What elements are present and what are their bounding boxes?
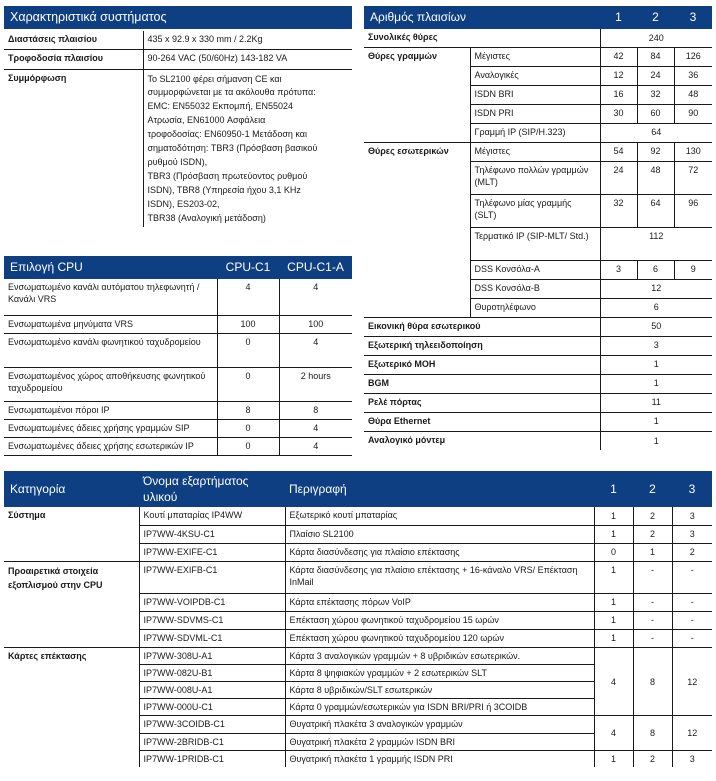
cpu-row-label: Ενσωματωμένοι πόροι IP — [4, 401, 217, 419]
total-ports-value: 240 — [600, 29, 712, 47]
hw-v2: 8 — [633, 647, 672, 716]
ext-sub: Τερματικό IP (SIP-MLT/ Std.) — [470, 227, 600, 260]
hw-name: IP7WW-VOIPDB-C1 — [139, 593, 285, 611]
cpu-row-v2: 4 — [279, 333, 352, 367]
cpu-table — [4, 256, 352, 456]
system-specs-header — [4, 6, 352, 29]
chassis-row-value: 1 — [600, 412, 712, 431]
spec-label: Συμμόρφωση — [8, 72, 67, 83]
hw-name: IP7WW-EXIFE-C1 — [139, 543, 285, 561]
cpu-row-v1: 4 — [217, 279, 279, 315]
trunk-v3: 126 — [674, 47, 712, 66]
ext-v2: 6 — [637, 260, 674, 279]
cpu-row-v1: 0 — [217, 437, 279, 455]
table-row — [364, 29, 712, 47]
trunk-v3: 90 — [674, 104, 712, 123]
ext-v3: 9 — [674, 260, 712, 279]
cpu-panel — [4, 256, 352, 456]
hw-category: Κάρτες επέκτασης — [8, 650, 87, 661]
trunk-v2: 60 — [637, 104, 674, 123]
table-row — [364, 336, 712, 355]
trunk-v2: 84 — [637, 47, 674, 66]
table-row — [4, 315, 352, 333]
chassis-row-value: 1 — [600, 374, 712, 393]
spec-line: ISDN), ES203-02, — [147, 198, 220, 209]
table-row — [364, 142, 712, 161]
hw-v2: 2 — [633, 750, 672, 767]
hw-v3: - — [672, 593, 712, 611]
trunk-all: 64 — [600, 123, 712, 142]
table-row — [4, 561, 712, 593]
spec-line: Το SL2100 φέρει σήμανση CE και — [147, 73, 282, 84]
spec-line: TBR3 (Πρόσβαση πρωτεύοντος ρυθμού — [147, 170, 308, 181]
hw-v3: 3 — [672, 507, 712, 525]
hw-v2: - — [633, 561, 672, 593]
ext-v3: 72 — [674, 161, 712, 194]
chassis-row-value: 3 — [600, 336, 712, 355]
cpu-col1-header: CPU-C1 — [217, 256, 279, 279]
trunk-v1: 12 — [600, 66, 637, 85]
chassis-row-label: Ρελέ πόρτας — [364, 393, 600, 412]
hw-name: IP7WW-1PRIDB-C1 — [139, 750, 285, 767]
system-specs-panel — [4, 6, 352, 227]
ext-v3: 96 — [674, 194, 712, 227]
ext-v2: 92 — [637, 142, 674, 161]
table-row — [4, 49, 352, 69]
cpu-row-v1: 100 — [217, 315, 279, 333]
hw-name: IP7WW-SDVMS-C1 — [139, 611, 285, 629]
ext-sub: Μέγιστες — [470, 142, 600, 161]
ext-v1: 3 — [600, 260, 637, 279]
hw-v3: 2 — [672, 543, 712, 561]
hw-name: IP7WW-EXIFB-C1 — [139, 561, 285, 593]
table-row — [4, 333, 352, 367]
ext-v2: 64 — [637, 194, 674, 227]
chassis-col-2: 2 — [637, 6, 674, 29]
hw-desc: Κάρτα επέκτασης πόρων VoIP — [285, 593, 594, 611]
cpu-row-label: Ενσωματωμένες άδειες χρήσης γραμμών SIP — [4, 419, 217, 437]
hw-name: IP7WW-008U-A1 — [139, 682, 285, 699]
chassis-row-label: Εξωτερική τηλεειδοποίηση — [364, 336, 600, 355]
hw-name: IP7WW-SDVML-C1 — [139, 629, 285, 647]
cpu-col2-header: CPU-C1-A — [279, 256, 352, 279]
trunk-sub: ISDN BRI — [470, 85, 600, 104]
ext-sub: DSS Κονσόλα-A — [470, 260, 600, 279]
hw-v3: 3 — [672, 750, 712, 767]
hw-desc: Θυγατρική πλακέτα 1 γραμμής ISDN PRI — [285, 750, 594, 767]
trunk-sub: Αναλογικές — [470, 66, 600, 85]
trunk-v2: 32 — [637, 85, 674, 104]
trunk-v3: 36 — [674, 66, 712, 85]
spec-line: ISDN), TBR8 (Υπηρεσία ήχου 3,1 KHz — [147, 184, 301, 195]
hw-v2: - — [633, 593, 672, 611]
hw-desc: Πλαίσιο SL2100 — [285, 525, 594, 543]
ext-v1: 54 — [600, 142, 637, 161]
chassis-row-value: 50 — [600, 317, 712, 336]
chassis-col-1: 1 — [600, 6, 637, 29]
hw-v2: 1 — [633, 543, 672, 561]
ext-all: 12 — [600, 279, 712, 298]
cpu-row-v2: 100 — [279, 315, 352, 333]
cpu-header-row — [4, 256, 352, 279]
hw-col-desc: Περιγραφή — [285, 471, 594, 507]
hw-v1: 1 — [594, 750, 633, 767]
hw-v1: 1 — [594, 629, 633, 647]
hw-v1: 1 — [594, 611, 633, 629]
table-row — [4, 437, 352, 455]
trunk-v1: 30 — [600, 104, 637, 123]
cpu-row-v1: 0 — [217, 333, 279, 367]
hw-v3: - — [672, 629, 712, 647]
chassis-table — [364, 6, 712, 450]
hw-v1: 1 — [594, 525, 633, 543]
hardware-table — [4, 471, 712, 767]
hw-desc: Επέκταση χώρου φωνητικού ταχυδρομείου 120 ωρών — [285, 629, 594, 647]
table-row — [4, 279, 352, 315]
hw-name: IP7WW-000U-C1 — [139, 699, 285, 716]
cpu-row-v1: 0 — [217, 367, 279, 401]
hw-v1: 4 — [594, 716, 633, 750]
hw-col-name: Όνομα εξαρτήματος υλικού — [139, 471, 285, 507]
ext-ports-label: Θύρες εσωτερικών — [364, 142, 470, 317]
chassis-row-value: 1 — [600, 355, 712, 374]
cpu-row-v2: 4 — [279, 279, 352, 315]
ext-v1: 24 — [600, 161, 637, 194]
table-row — [4, 31, 352, 49]
hw-col-2: 2 — [633, 471, 672, 507]
chassis-row-value: 11 — [600, 393, 712, 412]
chassis-row-value: 1 — [600, 431, 712, 450]
chassis-row-label: Εξωτερικό MOH — [364, 355, 600, 374]
cpu-row-v1: 0 — [217, 419, 279, 437]
hw-v2: 2 — [633, 525, 672, 543]
hw-name: Κουτί μπαταρίας IP4WW — [139, 507, 285, 525]
hw-v3: - — [672, 561, 712, 593]
ext-sub: Τηλέφωνο μίας γραμμής (SLT) — [470, 194, 600, 227]
spec-line: TBR38 (Αναλογική μετάδοση) — [147, 212, 266, 223]
hw-v3: 12 — [672, 647, 712, 716]
ext-sub: Θυροτηλέφωνο — [470, 298, 600, 317]
chassis-row-label: Θύρα Ethernet — [364, 412, 600, 431]
hw-v2: - — [633, 629, 672, 647]
cpu-row-label: Ενσωματωμένο κανάλι αυτόματου τηλεφωνητή / Κανάλι VRS — [4, 279, 217, 315]
spec-line: σηματοδότηση: TBR3 (Πρόσβαση βασικού — [147, 143, 318, 154]
hw-v2: 2 — [633, 507, 672, 525]
cpu-row-label: Ενσωματωμένες άδειες χρήσης εσωτερικών IP — [4, 437, 217, 455]
hw-v3: 12 — [672, 716, 712, 750]
hw-col-category: Κατηγορία — [4, 471, 139, 507]
hw-name: IP7WW-3COIDB-C1 — [139, 716, 285, 733]
cpu-title: Επιλογή CPU — [4, 256, 217, 279]
table-row — [364, 355, 712, 374]
hw-desc: Κάρτα 8 υβριδικών/SLT εσωτερικών — [285, 682, 594, 699]
spec-line: ρυθμού ISDN), — [147, 156, 208, 167]
ext-v2: 48 — [637, 161, 674, 194]
chassis-row-label: Εικονική θύρα εσωτερικού — [364, 317, 600, 336]
table-row — [4, 647, 712, 664]
ext-all: 112 — [600, 227, 712, 260]
ext-sub: DSS Κονσόλα-B — [470, 279, 600, 298]
spec-line: συμμορφώνεται με τα ακόλουθα πρότυπα: — [147, 87, 316, 98]
table-row — [4, 69, 352, 227]
ext-v3: 130 — [674, 142, 712, 161]
hw-v1: 1 — [594, 507, 633, 525]
spec-label: Τροφοδοσία πλαισίου — [4, 49, 143, 69]
chassis-title: Αριθμός πλαισίων — [364, 6, 600, 29]
hw-name: IP7WW-2BRIDB-C1 — [139, 733, 285, 750]
hw-category: Προαιρετικά στοιχεία εξοπλισμού στην CPU — [4, 561, 139, 647]
trunk-ports-label: Θύρες γραμμών — [364, 47, 470, 142]
hw-desc: Εξωτερικό κουτί μπαταρίας — [285, 507, 594, 525]
trunk-v1: 42 — [600, 47, 637, 66]
table-row — [364, 431, 712, 450]
chassis-panel — [364, 6, 712, 450]
spec-value: 435 x 92.9 x 330 mm / 2.2Kg — [143, 31, 352, 49]
cpu-row-v2: 8 — [279, 401, 352, 419]
hardware-header-row — [4, 471, 712, 507]
hw-v1: 1 — [594, 561, 633, 593]
hw-col-1: 1 — [594, 471, 633, 507]
hw-v1: 4 — [594, 647, 633, 716]
hw-v1: 1 — [594, 593, 633, 611]
cpu-row-label: Ενσωματωμένος χώρος αποθήκευσης φωνητικού ταχυδρομείου — [4, 367, 217, 401]
hw-category: Σύστημα — [4, 507, 139, 561]
cpu-row-v2: 4 — [279, 419, 352, 437]
trunk-v1: 16 — [600, 85, 637, 104]
table-row — [364, 412, 712, 431]
chassis-header-row — [364, 6, 712, 29]
trunk-v2: 24 — [637, 66, 674, 85]
chassis-col-3: 3 — [674, 6, 712, 29]
chassis-row-label: BGM — [364, 374, 600, 393]
ext-sub: Τηλέφωνο πολλών γραμμών (MLT) — [470, 161, 600, 194]
cpu-row-v1: 8 — [217, 401, 279, 419]
table-row — [4, 507, 712, 525]
hw-v2: - — [633, 611, 672, 629]
trunk-v3: 48 — [674, 85, 712, 104]
spec-line: Ατρωσία, EN61000 Ασφάλεια — [147, 115, 266, 126]
table-row — [4, 367, 352, 401]
spec-line: τροφοδοσίας: EN60950-1 Μετάδοση και — [147, 129, 307, 140]
hw-name: IP7WW-4KSU-C1 — [139, 525, 285, 543]
table-row — [364, 393, 712, 412]
hw-v1: 0 — [594, 543, 633, 561]
hw-desc: Επέκταση χώρου φωνητικού ταχυδρομείου 15 ωρών — [285, 611, 594, 629]
table-row — [4, 401, 352, 419]
table-row — [4, 419, 352, 437]
table-row — [364, 47, 712, 66]
hw-v3: - — [672, 611, 712, 629]
hw-col-3: 3 — [672, 471, 712, 507]
trunk-sub: Γραμμή IP (SIP/H.323) — [470, 123, 600, 142]
hw-name: IP7WW-308U-A1 — [139, 647, 285, 664]
system-specs-title: Χαρακτηριστικά συστήματος — [10, 10, 167, 25]
spec-label: Διαστάσεις πλαισίου — [4, 31, 143, 49]
cpu-row-v2: 4 — [279, 437, 352, 455]
hw-desc: Θυγατρική πλακέτα 2 γραμμών ISDN BRI — [285, 733, 594, 750]
spec-value-multiline — [143, 69, 352, 227]
cpu-row-label: Ενσωματωμένα μηνύματα VRS — [4, 315, 217, 333]
hw-desc: Θυγατρική πλακέτα 3 αναλογικών γραμμών — [285, 716, 594, 733]
hw-desc: Κάρτα 3 αναλογικών γραμμών + 8 υβριδικών εσωτερικών. — [285, 647, 594, 664]
hw-desc: Κάρτα διασύνδεσης για πλαίσιο επέκτασης + 16-κάναλο VRS/ Επέκταση InMail — [285, 561, 594, 593]
total-ports-label: Συνολικές θύρες — [364, 29, 600, 47]
ext-all: 6 — [600, 298, 712, 317]
trunk-sub: ISDN PRI — [470, 104, 600, 123]
table-row — [364, 374, 712, 393]
hw-desc: Κάρτα 0 γραμμών/εσωτερικών για ISDN BRI/PRI ή 3COIDB — [285, 699, 594, 716]
spec-line: EMC: EN55032 Εκπομπή, EN55024 — [147, 101, 294, 112]
system-specs-table — [4, 31, 352, 227]
ext-v1: 32 — [600, 194, 637, 227]
hw-v3: 3 — [672, 525, 712, 543]
hw-name: IP7WW-082U-B1 — [139, 665, 285, 682]
table-row — [364, 317, 712, 336]
hw-desc: Κάρτα διασύνδεσης για πλαίσιο επέκτασης — [285, 543, 594, 561]
cpu-row-label: Ενσωματωμένο κανάλι φωνητικού ταχυδρομείου — [4, 333, 217, 367]
hw-v2: 8 — [633, 716, 672, 750]
hw-desc: Κάρτα 8 ψηφιακών γραμμών + 2 εσωτερικών SLT — [285, 665, 594, 682]
trunk-sub: Μέγιστες — [470, 47, 600, 66]
hardware-panel — [4, 471, 712, 767]
chassis-row-label: Αναλογικό μόντεμ — [368, 434, 446, 445]
spec-value: 90-264 VAC (50/60Hz) 143-182 VA — [143, 49, 352, 69]
cpu-row-v2: 2 hours — [279, 367, 352, 401]
